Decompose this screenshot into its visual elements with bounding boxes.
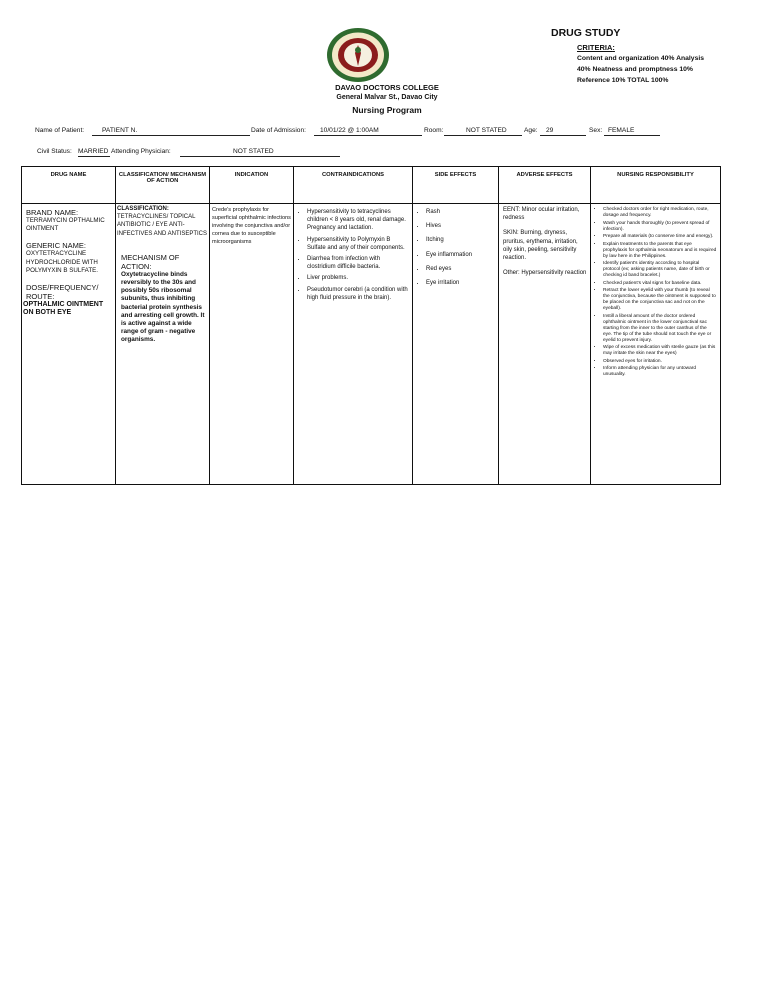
room-value: NOT STATED [444, 127, 522, 136]
drug-name-cell [22, 204, 116, 485]
college-seal-logo [325, 26, 391, 84]
list-item: • Hypersensitivity to tetracyclines children < 8 years old, renal damage. Pregnancy and lactation. [307, 208, 410, 233]
brand-name-value: TERRAMYCIN OPTHALMIC OINTMENT [26, 217, 105, 233]
age-label: Age: [524, 127, 538, 134]
physician-value: NOT STATED [180, 148, 340, 157]
list-item: • Pseudotumor cerebri (a condition with high fluid pressure in the brain). [307, 286, 410, 302]
list-item: • Prepare all materials (to conserve time and energy). [603, 234, 717, 240]
contraindications-cell [294, 204, 413, 485]
room-label: Room: [424, 127, 444, 134]
patient-name-value: PATIENT N. [92, 127, 250, 136]
list-item: • Hives [426, 222, 498, 230]
side-effects-list [413, 204, 498, 287]
program-name: Nursing Program [352, 105, 422, 115]
list-item: • Red eyes [426, 265, 498, 273]
document-title: DRUG STUDY [551, 27, 621, 39]
nursing-responsibility-cell [591, 204, 721, 485]
list-item: • Diarrhea from infection with clostridium difficile bacteria. [307, 255, 410, 271]
list-item: • Hypersensitivity to Polymyxin B Sulfate and any of their components. [307, 236, 410, 252]
list-item: • Wash your hands thoroughly (to prevent spread of infection). [603, 221, 717, 233]
dose-label: DOSE/FREQUENCY/ ROUTE: [26, 283, 99, 302]
college-name: DAVAO DOCTORS COLLEGE [335, 83, 439, 92]
admission-value: 10/01/22 @ 1:00AM [314, 127, 422, 136]
list-item: • Itching [426, 236, 498, 244]
criteria-line: 40% Neatness and promptness 10% [577, 66, 693, 73]
list-item: • Identify patient's identity according to hospital protocol (ex; asking patients name, date of birth or checking id band bracelet.) [603, 261, 717, 279]
drug-study-table [21, 166, 721, 485]
contraindications-list [294, 204, 412, 302]
adverse-other: Other: Hypersensitivity reaction [503, 270, 587, 277]
sex-label: Sex: [589, 127, 603, 134]
list-item: • Retract the lower eyelid with your thumb (to reveal the conjunctiva, because the ointment is supposed to be placed on the conjunctiva sac and not on the eyeball). [603, 288, 717, 312]
moa-label: MECHANISM OF ACTION: [121, 252, 180, 271]
generic-name-value: OXYTETRACYCLINE HYDROCHLORIDE WITH POLYMYXIN B SULFATE. [26, 250, 98, 274]
list-item: • Liver problems. [307, 274, 410, 282]
admission-label: Date of Admission: [251, 127, 306, 134]
header-nursing-responsibility: NURSING RESPONSIBILITY [591, 167, 721, 204]
physician-label: Attending Physician: [111, 148, 171, 155]
criteria-label: CRITERIA: [577, 43, 615, 52]
classification-value: TETRACYCLINES/ TOPICAL ANTIBIOTIC / EYE ANTI-INFECTIVES AND ANTISEPTICS [117, 214, 208, 237]
adverse-skin: SKIN: Burning, dryness, pruritus, erythema, irritation, oily skin, peeling, sensitivity reaction. [503, 230, 578, 262]
brand-name-label: BRAND NAME: [26, 208, 79, 217]
list-item: • Explain treatments to the parents that eye prophylaxis for opthalmia neonatorum and is required by law here in the Philippines. [603, 242, 717, 260]
list-item: • Eye irritation [426, 279, 498, 287]
adverse-eent: EENT: Minor ocular irritation, redness [503, 207, 580, 222]
list-item: • Observed eyes for irritation. [603, 359, 717, 365]
header-indication: INDICATION [210, 167, 294, 204]
civil-status-label: Civil Status: [37, 148, 72, 155]
list-item: • Checked patient's vital signs for baseline data. [603, 281, 717, 287]
moa-value: Oxytetracycline binds reversibly to the 30s and possibly 50s ribosomal subunits, thus inhibiting bacterial protein synthesis and arresting cell growth. It is active against a wide range of gram - negative organisms. [121, 270, 205, 344]
list-item: • Checked doctors order for right medication, route, dosage and frequency. [603, 207, 717, 219]
side-effects-cell [413, 204, 499, 485]
header-adverse-effects: ADVERSE EFFECTS [499, 167, 591, 204]
header-side-effects: SIDE EFFECTS [413, 167, 499, 204]
header-classification: CLASSIFICATION/ MECHANISM OF ACTION [116, 167, 210, 204]
criteria-line: Content and organization 40% Analysis [577, 55, 705, 62]
list-item: • Instill a liberal amount of the doctor ordered ophthalmic ointment in the lower conjunctival sac starting from the inner to the outer canthus of the eye. The tip of the tube should not touch the eye or eyelid to prevent injury. [603, 314, 717, 344]
patient-name-label: Name of Patient: [35, 127, 85, 134]
table-header-row [22, 167, 721, 204]
header-drug-name: DRUG NAME [22, 167, 116, 204]
criteria-line: Reference 10% TOTAL 100% [577, 77, 669, 84]
header-contraindications: CONTRAINDICATIONS [294, 167, 413, 204]
table-row [22, 204, 721, 485]
dose-value: OPTHALMIC OINTMENT ON BOTH EYE [23, 301, 104, 317]
list-item: • Rash [426, 208, 498, 216]
age-value: 29 [540, 127, 586, 136]
indication-text: Crede's prophylaxis for superficial ophthalmic infections involving the conjunctiva and/or cornea due to susceptible microorganisms [212, 207, 291, 245]
indication-cell [210, 204, 294, 485]
classification-label: CLASSIFICATION: [117, 206, 169, 212]
nursing-list [591, 204, 720, 378]
list-item: • Eye inflammation [426, 251, 498, 259]
list-item: • Inform attending physician for any untoward unusuality. [603, 366, 717, 378]
classification-cell [116, 204, 210, 485]
sex-value: FEMALE [604, 127, 660, 136]
list-item: • Wipe of excess medication with sterile gauze (as this may irritate the skin near the eyes) [603, 345, 717, 357]
generic-name-label: GENERIC NAME: [26, 241, 87, 251]
adverse-effects-cell [499, 204, 591, 485]
college-address: General Malvar St., Davao City [336, 94, 438, 101]
civil-status-value: MARRIED [78, 148, 109, 155]
